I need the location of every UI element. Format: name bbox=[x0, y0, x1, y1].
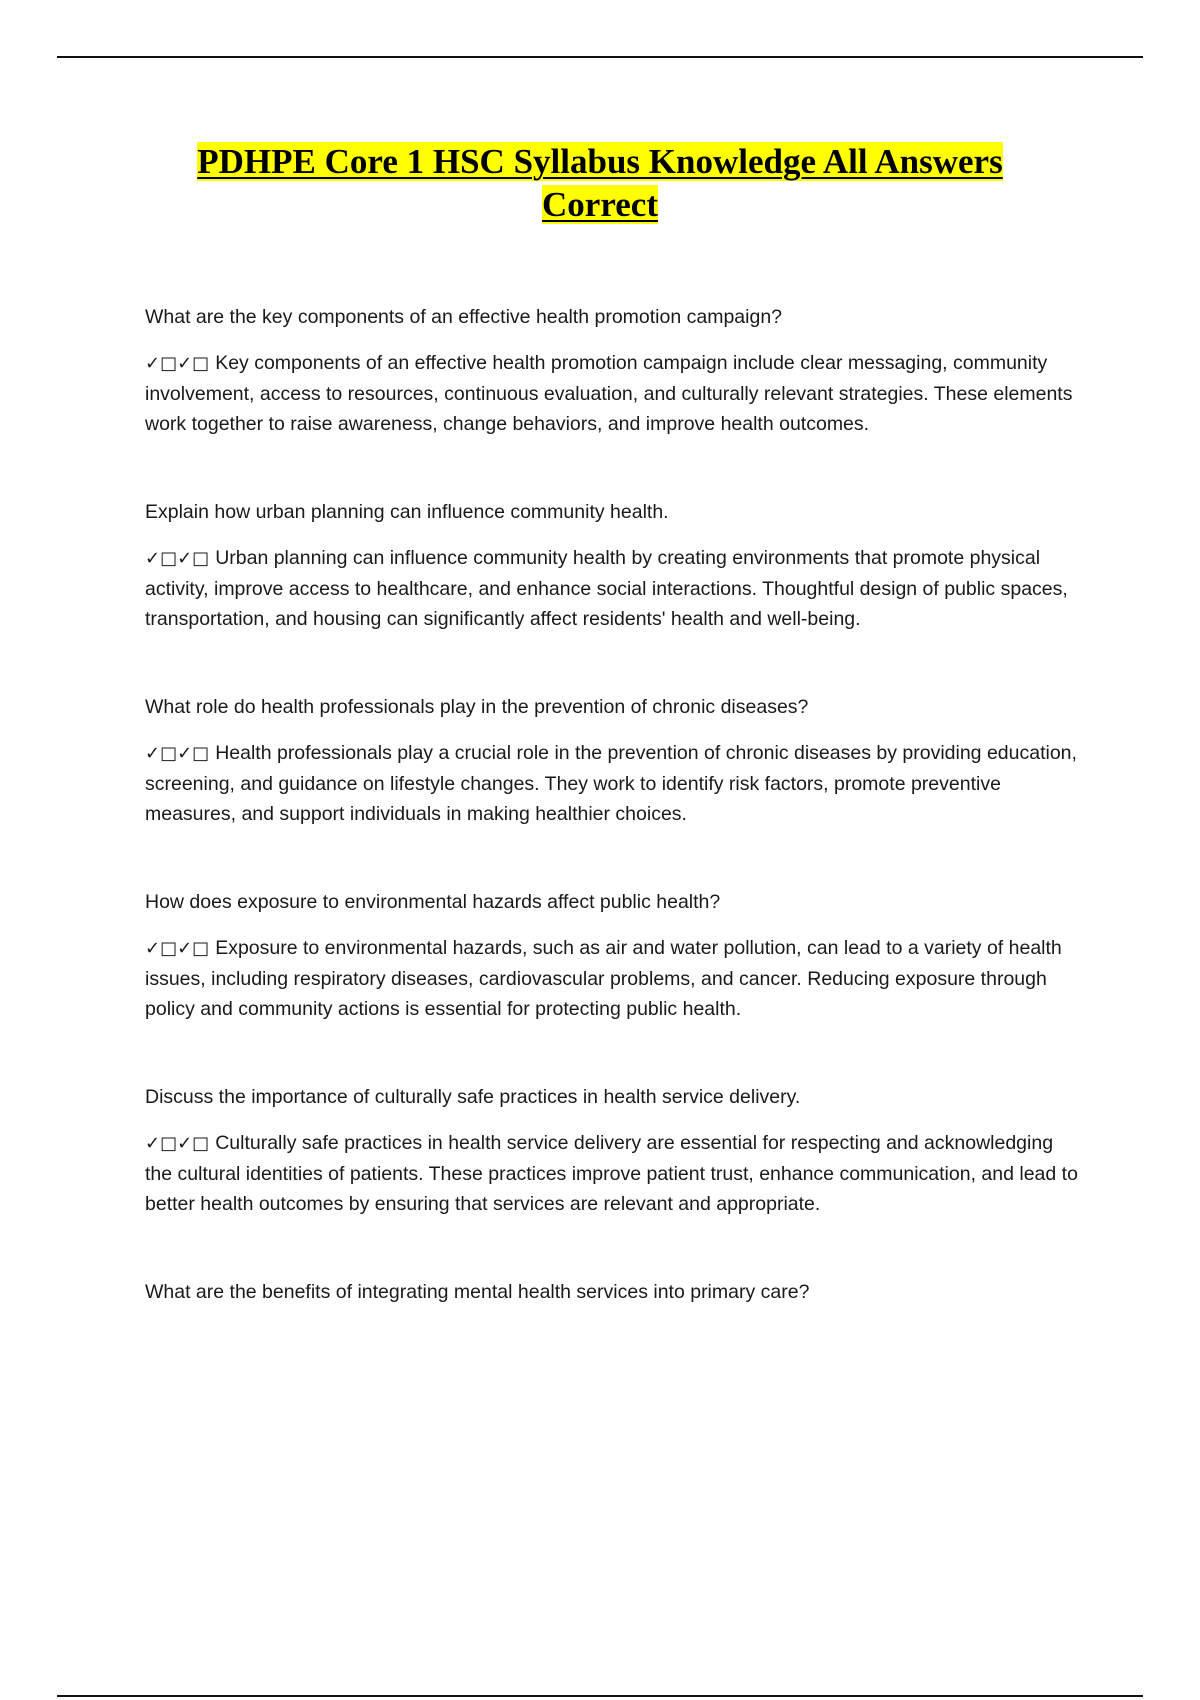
answer-1-text: Key components of an effective health promotion campaign include clear messaging, community involvement, access to resources, continuous evaluation, and culturally relevant strategies. These elements work together to raise awareness, change behaviors, and improve health outcomes. bbox=[145, 352, 1073, 435]
question-2: Explain how urban planning can influence community health. bbox=[145, 501, 669, 523]
answer-3 bbox=[145, 738, 1085, 829]
qa-list bbox=[145, 302, 1085, 1365]
question-6: What are the benefits of integrating mental health services into primary care? bbox=[145, 1281, 810, 1303]
answer-5-text: Culturally safe practices in health service delivery are essential for respecting and acknowledging the cultural identities of patients. These practices improve patient trust, enhance communication, and lead to better health outcomes by ensuring that services are relevant and appropriate. bbox=[145, 1132, 1078, 1215]
question-5: Discuss the importance of culturally safe practices in health service delivery. bbox=[145, 1086, 801, 1108]
check-marks-icon: ✓□✓□ bbox=[145, 938, 210, 959]
header-rule bbox=[57, 56, 1143, 58]
document-title-text: PDHPE Core 1 HSC Syllabus Knowledge All Answers Correct bbox=[197, 142, 1003, 224]
answer-2 bbox=[145, 543, 1085, 634]
qa-item-4 bbox=[145, 887, 1085, 1024]
check-marks-icon: ✓□✓□ bbox=[145, 743, 210, 764]
answer-3-text: Health professionals play a crucial role in the prevention of chronic diseases by providing education, screening, and guidance on lifestyle changes. They work to identify risk factors, promote preventive measures, and support individuals in making healthier choices. bbox=[145, 742, 1077, 825]
footer-rule bbox=[57, 1695, 1143, 1697]
check-marks-icon: ✓□✓□ bbox=[145, 548, 210, 569]
answer-1 bbox=[145, 348, 1085, 439]
qa-item-1 bbox=[145, 302, 1085, 439]
qa-item-5 bbox=[145, 1082, 1085, 1219]
answer-4 bbox=[145, 933, 1085, 1024]
answer-4-text: Exposure to environmental hazards, such as air and water pollution, can lead to a variety of health issues, including respiratory diseases, cardiovascular problems, and cancer. Reducing exposure through policy and community actions is essential for protecting public health. bbox=[145, 937, 1062, 1020]
qa-item-3 bbox=[145, 692, 1085, 829]
check-marks-icon: ✓□✓□ bbox=[145, 353, 210, 374]
question-3: What role do health professionals play in the prevention of chronic diseases? bbox=[145, 696, 809, 718]
document-title bbox=[150, 140, 1050, 226]
answer-2-text: Urban planning can influence community health by creating environments that promote physical activity, improve access to healthcare, and enhance social interactions. Thoughtful design of public spaces, transportation, and housing can significantly affect residents' health and well-being. bbox=[145, 547, 1068, 630]
question-1: What are the key components of an effective health promotion campaign? bbox=[145, 306, 783, 328]
qa-item-2 bbox=[145, 497, 1085, 634]
check-marks-icon: ✓□✓□ bbox=[145, 1133, 210, 1154]
qa-item-6 bbox=[145, 1277, 1085, 1307]
question-4: How does exposure to environmental hazards affect public health? bbox=[145, 891, 721, 913]
answer-5 bbox=[145, 1128, 1085, 1219]
